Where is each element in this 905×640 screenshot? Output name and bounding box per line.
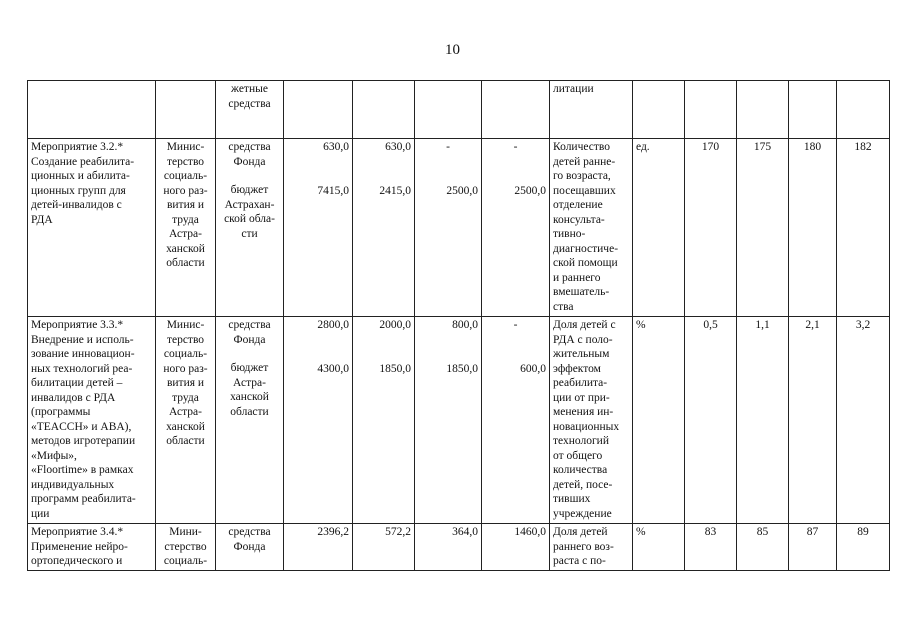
rows.1.executor-line: вития и bbox=[166, 199, 205, 211]
rows.2.event-line: зование инновацион- bbox=[31, 348, 135, 360]
executor-cell bbox=[156, 81, 216, 139]
indicator-value: 83 bbox=[685, 524, 737, 571]
funding-cell bbox=[284, 524, 353, 571]
rows.1.indicator-line: тивно- bbox=[553, 228, 586, 240]
rows.1.indicator-line: консульта- bbox=[553, 213, 605, 226]
rows.1.source_1-line: Фонда bbox=[233, 155, 266, 168]
funding-cell bbox=[415, 81, 482, 139]
executor-cell bbox=[156, 139, 216, 317]
table-row bbox=[28, 317, 890, 524]
rows.3.executor-line: Мини- bbox=[169, 526, 202, 538]
rows.2.source_1-line: средства bbox=[228, 319, 271, 331]
rows.2.indicator-line: технологий bbox=[553, 435, 609, 447]
funding-cell bbox=[284, 81, 353, 139]
rows.1.indicator-line: ской помощи bbox=[553, 257, 618, 269]
indicator-value: 175 bbox=[737, 139, 789, 317]
rows.1.source_2-line: бюджет bbox=[230, 184, 269, 196]
funding-cell bbox=[482, 317, 550, 524]
rows.2.event-line: методов игротерапии bbox=[31, 435, 136, 447]
funding-value: 2415,0 bbox=[379, 184, 411, 197]
event-cell bbox=[28, 317, 156, 524]
rows.2.executor-line: области bbox=[166, 435, 205, 447]
table-row bbox=[28, 139, 890, 317]
indicator-value: 1,1 bbox=[737, 317, 789, 524]
rows.0.source_1-line: средства bbox=[228, 97, 271, 110]
rows.3.executor-line: социаль- bbox=[163, 555, 208, 567]
rows.3.event-line: Мероприятие 3.4.* bbox=[31, 526, 124, 538]
rows.1.executor-line: терство bbox=[166, 155, 205, 168]
funding-value: - bbox=[513, 319, 518, 331]
indicator-value: 0,5 bbox=[685, 317, 737, 524]
indicator-cell bbox=[550, 81, 633, 139]
rows.1.source_1-line: средства bbox=[228, 141, 271, 153]
executor-cell bbox=[156, 317, 216, 524]
funding-cell bbox=[353, 317, 415, 524]
rows.2.executor-line: труда bbox=[172, 391, 199, 404]
rows.1.executor-line: области bbox=[166, 257, 205, 269]
rows.0.indicator-line: литации bbox=[553, 83, 594, 95]
table-row bbox=[28, 81, 890, 139]
indicator-value: 170 bbox=[685, 139, 737, 317]
rows.1.event-line: РДА bbox=[31, 213, 53, 226]
rows.2.indicator-line: эффектом bbox=[553, 362, 601, 375]
rows.1.event-line: детей-инвалидов с bbox=[31, 199, 122, 211]
rows.1.indicator-line: го возраста, bbox=[553, 170, 611, 182]
funding-value: 600,0 bbox=[520, 362, 546, 375]
indicator-value: 87 bbox=[789, 524, 837, 571]
funding-cell bbox=[415, 317, 482, 524]
event-cell bbox=[28, 81, 156, 139]
funding-value: 1850,0 bbox=[379, 362, 411, 375]
rows.2.source_2-line: Астра- bbox=[233, 376, 266, 389]
unit-cell: % bbox=[633, 524, 685, 571]
indicator-value bbox=[685, 81, 737, 139]
rows.3.indicator-line: раннего воз- bbox=[553, 540, 614, 553]
funding-value: 2500,0 bbox=[446, 184, 478, 197]
funding-cell bbox=[284, 317, 353, 524]
rows.1.indicator-line: диагностиче- bbox=[553, 242, 619, 255]
funding-value: 630,0 bbox=[385, 141, 411, 153]
rows.2.indicator-line: реабилита- bbox=[553, 377, 608, 389]
rows.2.indicator-line: учреждение bbox=[553, 507, 612, 520]
funding-value: 4300,0 bbox=[317, 362, 349, 375]
rows.1.executor-line: Минис- bbox=[166, 141, 205, 153]
rows.2.event-line: Мероприятие 3.3.* bbox=[31, 319, 124, 331]
rows.2.executor-line: терство bbox=[166, 333, 205, 346]
rows.3.source_1-line: Фонда bbox=[233, 540, 266, 553]
source-cell bbox=[216, 524, 284, 571]
funding-value: 2396,2 bbox=[317, 526, 349, 538]
funding-value: - bbox=[513, 141, 518, 153]
funding-cell bbox=[353, 81, 415, 139]
rows.2.event-line: билитации детей – bbox=[31, 377, 123, 389]
rows.2.source_2-line: ханской bbox=[230, 391, 269, 403]
funding-cell bbox=[284, 139, 353, 317]
rows.0.source_1-line: жетные bbox=[231, 83, 268, 95]
unit-cell bbox=[633, 81, 685, 139]
rows.3.source_1-line: средства bbox=[228, 526, 271, 538]
indicator-value: 85 bbox=[737, 524, 789, 571]
rows.2.event-line: ции bbox=[31, 507, 50, 520]
indicator-cell bbox=[550, 139, 633, 317]
rows.1.executor-line: ханской bbox=[166, 242, 205, 255]
page-number: 10 bbox=[445, 42, 460, 58]
rows.2.indicator-line: жительным bbox=[553, 348, 610, 360]
indicator-value bbox=[789, 81, 837, 139]
rows.2.event-line: программ реабилита- bbox=[31, 493, 136, 505]
rows.1.executor-line: социаль- bbox=[163, 170, 208, 182]
rows.1.event-line: ционных групп для bbox=[31, 184, 126, 197]
rows.2.event-line: индивидуальных bbox=[31, 478, 115, 491]
funding-cell bbox=[353, 524, 415, 571]
unit-cell: ед. bbox=[633, 139, 685, 317]
event-cell bbox=[28, 524, 156, 571]
funding-cell bbox=[353, 139, 415, 317]
funding-cell bbox=[482, 139, 550, 317]
rows.3.executor-line: стерство bbox=[164, 540, 207, 553]
funding-value: 2000,0 bbox=[379, 319, 411, 331]
indicator-value bbox=[737, 81, 789, 139]
rows.1.indicator-line: и раннего bbox=[553, 271, 601, 284]
rows.2.source_2-line: области bbox=[230, 405, 269, 418]
rows.1.source_2-line: сти bbox=[241, 227, 258, 240]
funding-value: 800,0 bbox=[452, 319, 478, 331]
rows.1.executor-line: труда bbox=[172, 213, 199, 226]
rows.2.executor-line: Астра- bbox=[169, 406, 202, 418]
rows.2.executor-line: ного раз- bbox=[163, 362, 208, 375]
funding-cell bbox=[415, 524, 482, 571]
rows.2.event-line: ных технологий реа- bbox=[31, 362, 133, 375]
indicator-value: 89 bbox=[837, 524, 890, 571]
indicator-value: 180 bbox=[789, 139, 837, 317]
rows.1.executor-line: ного раз- bbox=[163, 184, 208, 197]
rows.2.executor-line: социаль- bbox=[163, 348, 208, 360]
rows.2.indicator-line: количества bbox=[553, 464, 608, 476]
funding-value: 364,0 bbox=[452, 526, 478, 538]
rows.2.executor-line: Минис- bbox=[166, 319, 205, 331]
funding-cell bbox=[482, 524, 550, 571]
rows.2.event-line: «Мифы», bbox=[31, 449, 77, 462]
funding-value: 572,2 bbox=[385, 526, 411, 538]
rows.3.event-line: ортопедического и bbox=[31, 555, 123, 567]
rows.2.indicator-line: детей, посе- bbox=[553, 478, 613, 491]
funding-value: 1850,0 bbox=[446, 362, 478, 375]
rows.2.source_1-line: Фонда bbox=[233, 333, 266, 346]
funding-cell bbox=[482, 81, 550, 139]
executor-cell bbox=[156, 524, 216, 571]
events-table bbox=[27, 80, 890, 571]
rows.2.event-line: (программы bbox=[31, 406, 91, 418]
rows.2.event-line: инвалидов с РДА bbox=[31, 391, 116, 404]
indicator-cell bbox=[550, 317, 633, 524]
rows.1.executor-line: Астра- bbox=[169, 228, 202, 240]
rows.3.indicator-line: Доля детей bbox=[553, 526, 608, 538]
rows.1.indicator-line: отделение bbox=[553, 199, 603, 211]
rows.3.event-line: Применение нейро- bbox=[31, 540, 128, 553]
rows.2.indicator-line: Доля детей с bbox=[553, 319, 616, 331]
funding-value: 2800,0 bbox=[317, 319, 349, 331]
source-cell bbox=[216, 317, 284, 524]
rows.2.indicator-line: тивших bbox=[553, 493, 591, 505]
rows.1.indicator-line: вмешатель- bbox=[553, 286, 610, 298]
rows.1.indicator-line: детей ранне- bbox=[553, 155, 616, 168]
rows.2.source_2-line: бюджет bbox=[230, 362, 269, 374]
rows.1.source_2-line: Астрахан- bbox=[224, 198, 275, 211]
funding-value: 630,0 bbox=[323, 141, 349, 153]
rows.1.source_2-line: ской обла- bbox=[224, 213, 275, 225]
rows.2.indicator-line: РДА с поло- bbox=[553, 333, 613, 346]
funding-value: 1460,0 bbox=[514, 526, 546, 538]
indicator-value bbox=[837, 81, 890, 139]
rows.2.event-line: «Floortime» в рамках bbox=[31, 464, 134, 476]
rows.1.indicator-line: ства bbox=[553, 300, 574, 313]
rows.2.event-line: Внедрение и исполь- bbox=[31, 333, 134, 346]
rows.2.indicator-line: менения ин- bbox=[553, 406, 614, 418]
rows.1.event-line: Создание реабилита- bbox=[31, 155, 135, 168]
rows.2.indicator-line: новационных bbox=[553, 420, 620, 433]
funding-cell bbox=[415, 139, 482, 317]
rows.3.indicator-line: раста с по- bbox=[553, 555, 606, 567]
rows.1.indicator-line: посещавших bbox=[553, 184, 616, 197]
indicator-cell bbox=[550, 524, 633, 571]
indicator-value: 182 bbox=[837, 139, 890, 317]
rows.1.event-line: Мероприятие 3.2.* bbox=[31, 141, 124, 153]
source-cell bbox=[216, 139, 284, 317]
rows.2.executor-line: вития и bbox=[166, 377, 205, 389]
indicator-value: 3,2 bbox=[837, 317, 890, 524]
event-cell bbox=[28, 139, 156, 317]
unit-cell: % bbox=[633, 317, 685, 524]
rows.2.indicator-line: ции от при- bbox=[553, 391, 610, 404]
funding-value: - bbox=[446, 141, 450, 153]
rows.2.indicator-line: от общего bbox=[553, 449, 603, 462]
table-row bbox=[28, 524, 890, 571]
source-cell bbox=[216, 81, 284, 139]
rows.1.indicator-line: Количество bbox=[553, 141, 610, 153]
rows.1.event-line: ционных и абилита- bbox=[31, 170, 130, 182]
rows.2.executor-line: ханской bbox=[166, 420, 205, 433]
funding-value: 7415,0 bbox=[317, 184, 349, 197]
funding-value: 2500,0 bbox=[514, 184, 546, 197]
rows.2.event-line: «TEACCH» и ABA), bbox=[31, 420, 132, 433]
indicator-value: 2,1 bbox=[789, 317, 837, 524]
